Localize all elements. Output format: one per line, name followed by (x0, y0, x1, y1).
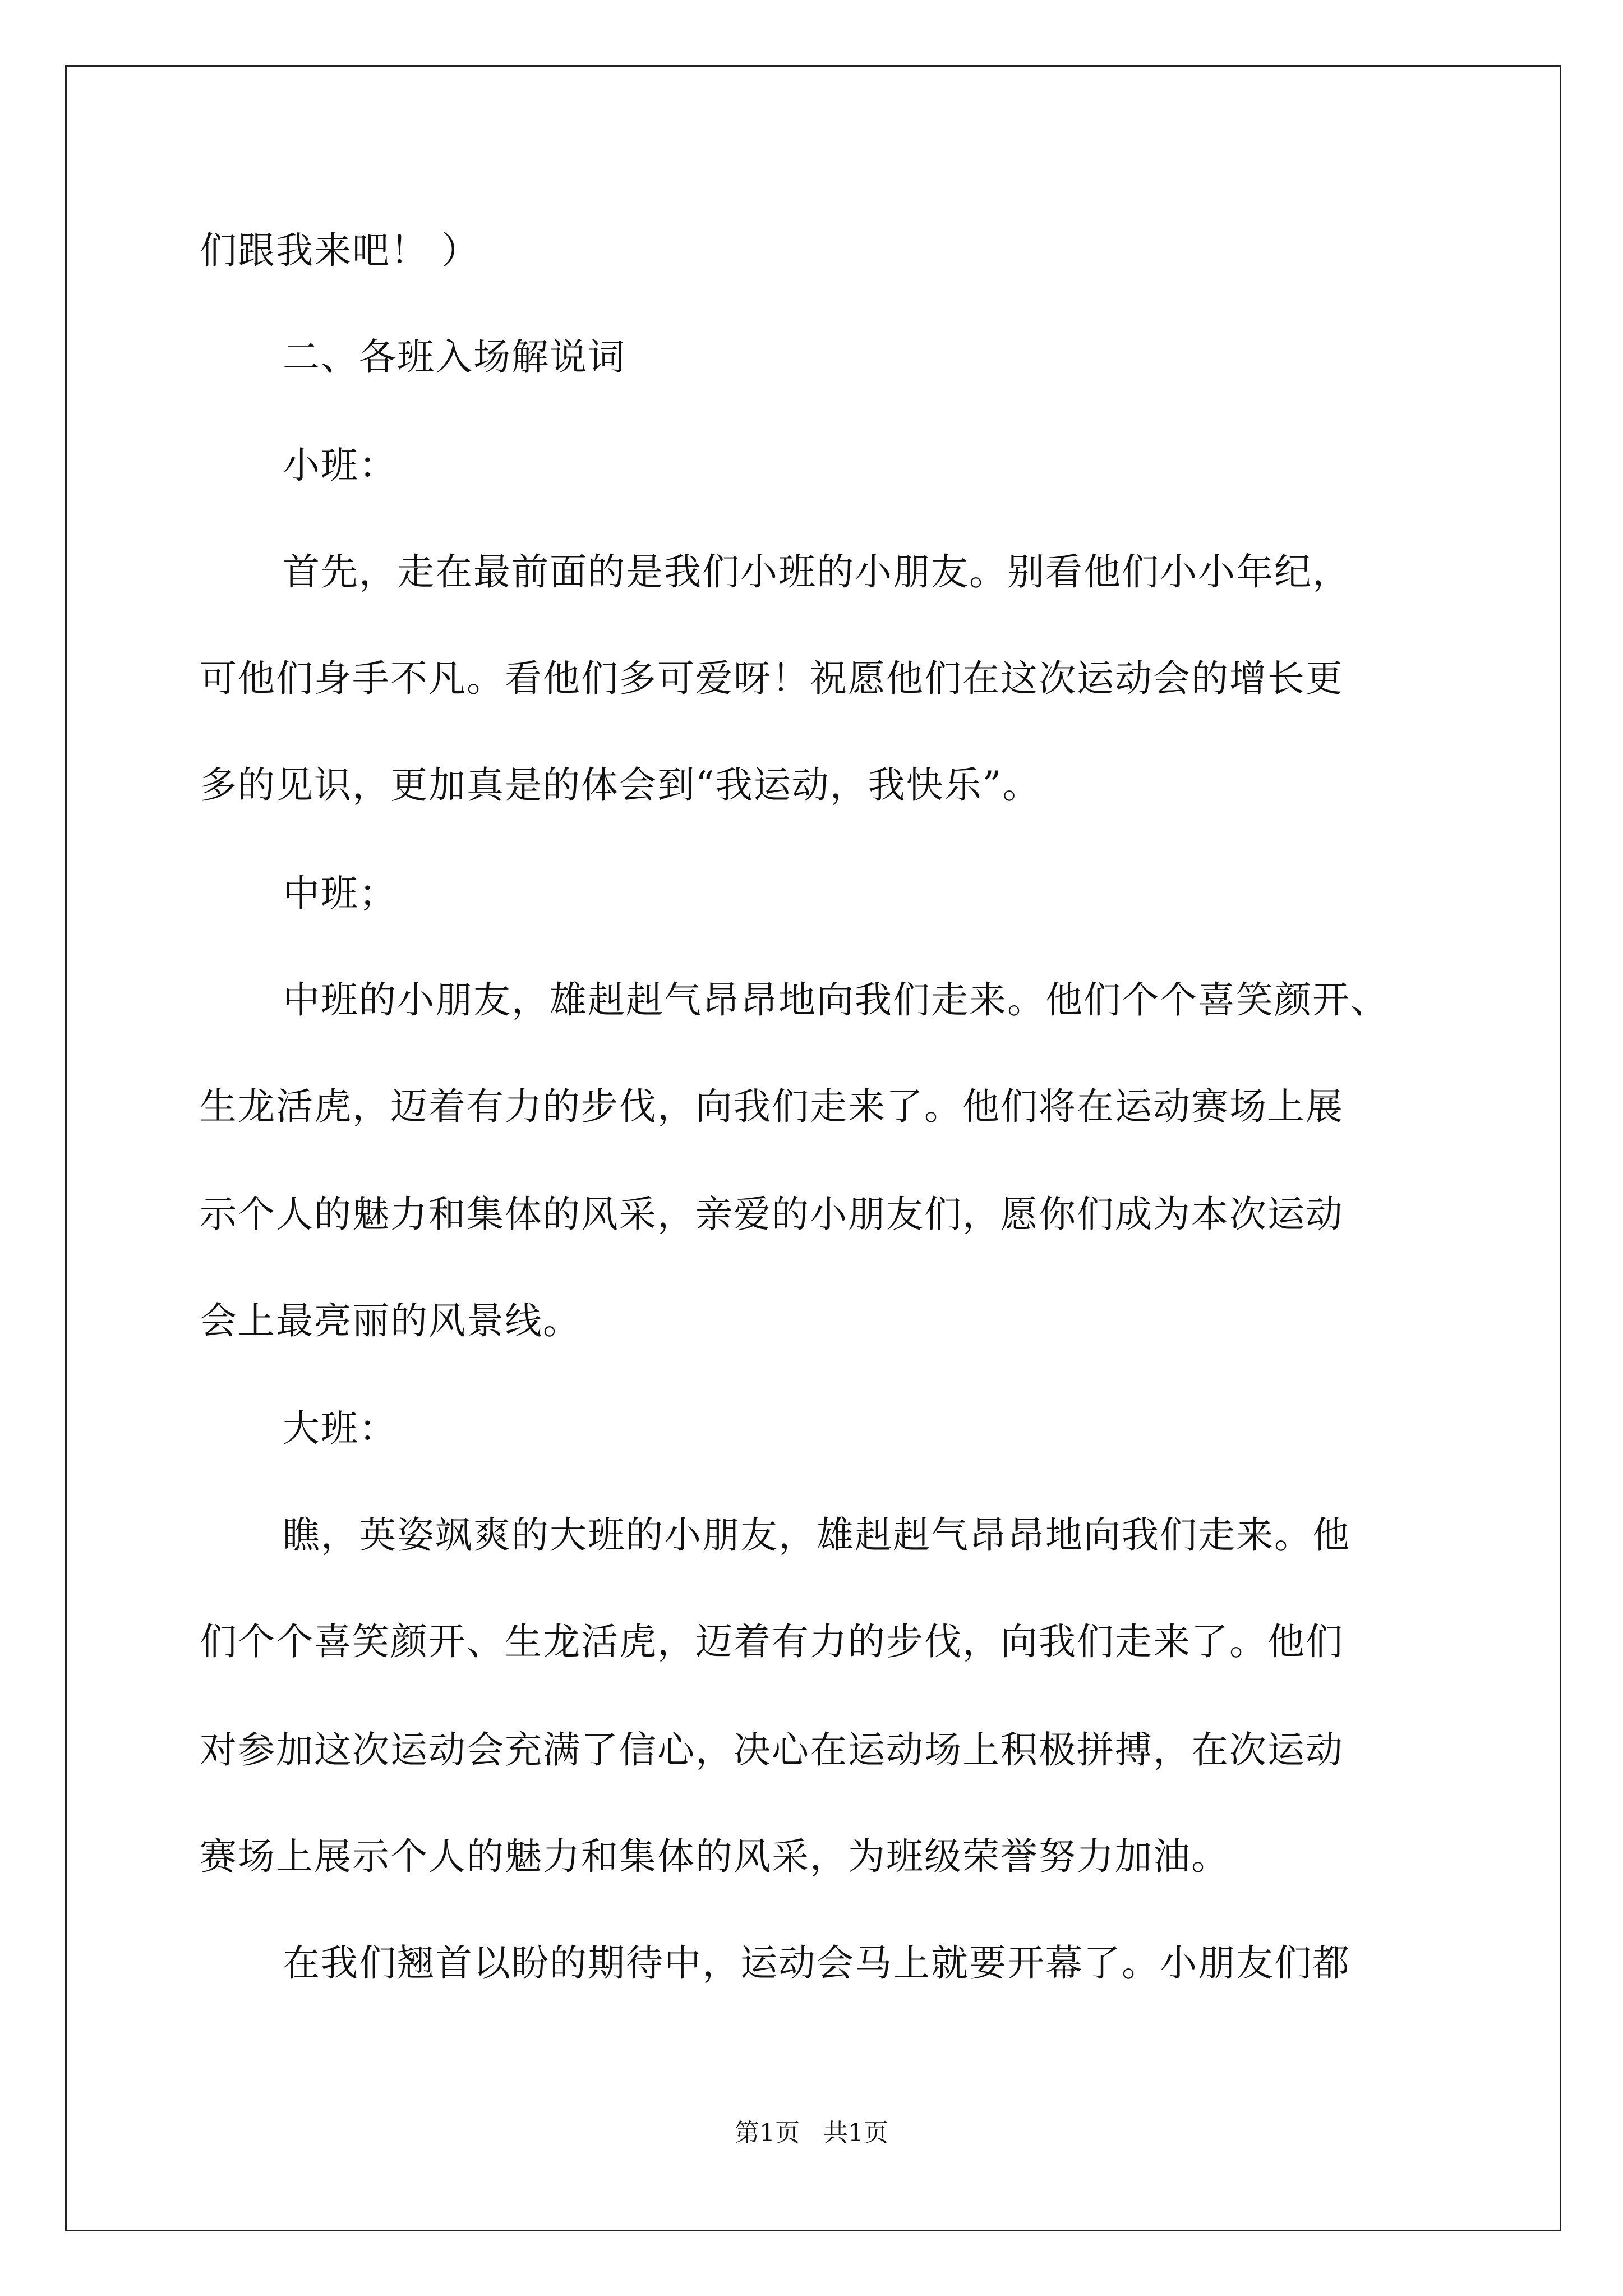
subheading-small-class: 小班： (283, 444, 397, 487)
section-heading: 二、各班入场解说词 (283, 335, 626, 379)
text-line: 生龙活虎，迈着有力的步伐，向我们走来了。他们将在运动赛场上展 (200, 1085, 1344, 1128)
text-line: 中班的小朋友，雄赳赳气昂昂地向我们走来。他们个个喜笑颜开、 (283, 978, 1389, 1022)
page-number-footer: 第1页 共1页 (735, 2119, 888, 2147)
subheading-middle-class: 中班； (283, 872, 397, 915)
text-line: 在我们翘首以盼的期待中，运动会马上就要开幕了。小朋友们都 (283, 1941, 1350, 1985)
text-line: 们个个喜笑颜开、生龙活虎，迈着有力的步伐，向我们走来了。他们 (200, 1620, 1344, 1663)
text-line: 首先，走在最前面的是我们小班的小朋友。别看他们小小年纪， (283, 550, 1350, 593)
subheading-large-class: 大班： (283, 1407, 397, 1450)
page-border (65, 65, 1561, 2231)
text-line: 们跟我来吧！ ） (200, 229, 479, 272)
text-line: 对参加这次运动会充满了信心，决心在运动场上积极拼搏，在次运动 (200, 1728, 1344, 1772)
text-line: 赛场上展示个人的魅力和集体的风采，为班级荣誉努力加油。 (200, 1835, 1229, 1878)
text-line: 会上最亮丽的风景线。 (200, 1299, 581, 1342)
text-line: 多的见识，更加真是的体会到“我运动，我快乐”。 (200, 763, 1041, 807)
text-line: 可他们身手不凡。看他们多可爱呀！祝愿他们在这次运动会的增长更 (200, 657, 1344, 700)
text-line: 示个人的魅力和集体的风采，亲爱的小朋友们，愿你们成为本次运动 (200, 1193, 1344, 1236)
text-line: 瞧，英姿飒爽的大班的小朋友，雄赳赳气昂昂地向我们走来。他 (283, 1513, 1350, 1557)
